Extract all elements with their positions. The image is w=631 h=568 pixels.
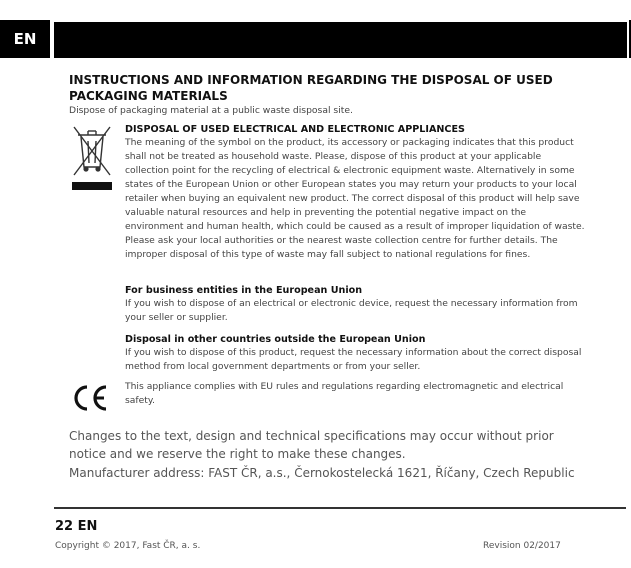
business-section bbox=[125, 284, 587, 325]
revision: Revision 02/2017 bbox=[483, 541, 561, 551]
copyright: Copyright © 2017, Fast ČR, a. s. bbox=[55, 541, 201, 551]
header-top-edge bbox=[54, 20, 629, 22]
non-eu-heading: Disposal in other countries outside the European Union bbox=[125, 334, 426, 345]
language-tab: EN bbox=[13, 30, 37, 48]
non-eu-body: If you wish to dispose of this product, request the necessary information about the correct disposal method from local government departments or from your seller. bbox=[125, 347, 582, 372]
weee-section bbox=[125, 123, 587, 262]
weee-body: The meaning of the symbol on the product, its accessory or packaging indicates that this product shall not be treated as household waste. Please, dispose of this product at your applicable collection point for the recycling of electrical & electronic equipment waste. Alternatively in some states of the European Union or other European states you may return your products to your local retailer when buying an equivalent new product. The correct disposal of this product will help save valuable natural resources and help in preventing the potential negative impact on the environment and human health, which could be caused as a result of improper liquidation of waste. Please ask your local authorities or the nearest waste collection centre for further details. The improper disposal of this type of waste may fall subject to national regulations for fines. bbox=[125, 137, 585, 260]
header-bar bbox=[0, 20, 631, 58]
page-title: INSTRUCTIONS AND INFORMATION REGARDING THE DISPOSAL OF USED PACKAGING MATERIALS bbox=[69, 73, 553, 103]
business-heading: For business entities in the European Union bbox=[125, 285, 363, 296]
ce-mark-icon bbox=[70, 383, 110, 413]
footer-divider bbox=[54, 507, 626, 509]
changes-notice: Changes to the text, design and technical specifications may occur without prior notice and we reserve the right to make these changes. bbox=[69, 429, 554, 461]
ce-text: This appliance complies with EU rules and regulations regarding electromagnetic and electrical safety. bbox=[125, 381, 564, 406]
tab-separator bbox=[50, 20, 54, 58]
crossed-bin-icon bbox=[70, 123, 114, 193]
page-number: 22 EN bbox=[55, 519, 98, 534]
weee-heading: DISPOSAL OF USED ELECTRICAL AND ELECTRONIC APPLIANCES bbox=[125, 124, 465, 135]
non-eu-section bbox=[125, 333, 587, 374]
header-right-gap bbox=[627, 20, 629, 58]
business-body: If you wish to dispose of an electrical or electronic device, request the necessary information from your seller or supplier. bbox=[125, 298, 578, 323]
manufacturer-address: Manufacturer address: FAST ČR, a.s., Černokostelecká 1621, Říčany, Czech Republic bbox=[69, 466, 575, 480]
intro-text: Dispose of packaging material at a public waste disposal site. bbox=[69, 105, 353, 116]
